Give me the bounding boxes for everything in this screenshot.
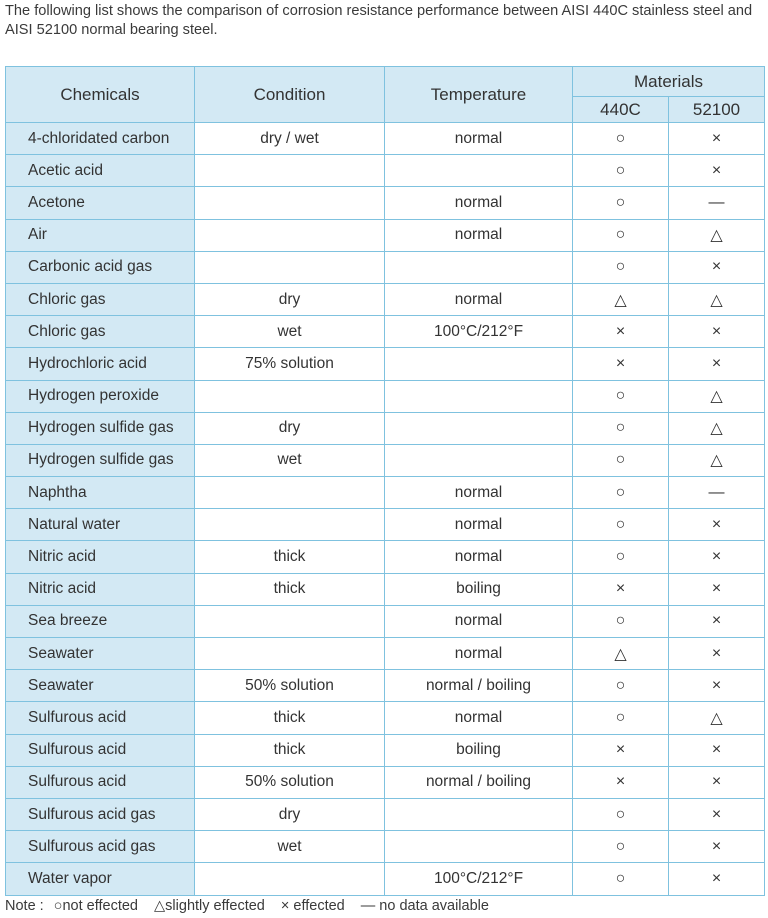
condition-cell: 50% solution	[195, 670, 385, 702]
temperature-cell: boiling	[385, 734, 573, 766]
table-row	[6, 509, 765, 541]
chemical-cell: Hydrogen sulfide gas	[6, 412, 195, 444]
condition-cell	[195, 638, 385, 670]
condition-cell	[195, 605, 385, 637]
table-row	[6, 605, 765, 637]
condition-cell: dry	[195, 283, 385, 315]
rating-440c-cell: ○	[573, 412, 669, 444]
temperature-cell: normal	[385, 605, 573, 637]
table-row	[6, 638, 765, 670]
rating-440c-cell: ○	[573, 219, 669, 251]
rating-440c-cell: ○	[573, 702, 669, 734]
rating-52100-cell: △	[669, 283, 765, 315]
condition-cell: dry	[195, 412, 385, 444]
table-row	[6, 348, 765, 380]
rating-440c-cell: △	[573, 638, 669, 670]
condition-cell: wet	[195, 444, 385, 476]
table-row	[6, 766, 765, 798]
chemical-cell: Nitric acid	[6, 573, 195, 605]
rating-52100-cell: ×	[669, 831, 765, 863]
temperature-cell: normal	[385, 187, 573, 219]
chemical-cell: Seawater	[6, 638, 195, 670]
chemical-cell: 4-chloridated carbon	[6, 123, 195, 155]
temperature-cell	[385, 412, 573, 444]
condition-cell: wet	[195, 831, 385, 863]
table-row	[6, 798, 765, 830]
condition-cell	[195, 187, 385, 219]
chemical-cell: Carbonic acid gas	[6, 251, 195, 283]
condition-cell: 75% solution	[195, 348, 385, 380]
condition-cell: thick	[195, 702, 385, 734]
legend-not-effected: ○not effected	[53, 898, 138, 914]
temperature-cell: normal / boiling	[385, 670, 573, 702]
temperature-cell	[385, 798, 573, 830]
rating-52100-cell: —	[669, 477, 765, 509]
rating-440c-cell: ○	[573, 605, 669, 637]
header-materials: Materials	[573, 67, 765, 97]
chemical-cell: Sulfurous acid gas	[6, 798, 195, 830]
table-row	[6, 123, 765, 155]
table-row	[6, 831, 765, 863]
header-440c: 440C	[573, 97, 669, 123]
temperature-cell: 100°C/212°F	[385, 316, 573, 348]
condition-cell: dry	[195, 798, 385, 830]
table-row	[6, 702, 765, 734]
chemical-cell: Sulfurous acid gas	[6, 831, 195, 863]
rating-52100-cell: ×	[669, 798, 765, 830]
rating-52100-cell: —	[669, 187, 765, 219]
condition-cell	[195, 380, 385, 412]
condition-cell	[195, 863, 385, 895]
rating-440c-cell: ○	[573, 477, 669, 509]
chemical-cell: Acetic acid	[6, 155, 195, 187]
chemical-cell: Sulfurous acid	[6, 766, 195, 798]
rating-52100-cell: ×	[669, 541, 765, 573]
table-row	[6, 670, 765, 702]
rating-52100-cell: ×	[669, 670, 765, 702]
rating-440c-cell: ×	[573, 573, 669, 605]
condition-cell	[195, 251, 385, 283]
chemical-cell: Nitric acid	[6, 541, 195, 573]
chemical-cell: Naphtha	[6, 477, 195, 509]
table-row	[6, 444, 765, 476]
table-body	[6, 123, 765, 896]
rating-440c-cell: ○	[573, 155, 669, 187]
rating-440c-cell: ○	[573, 831, 669, 863]
table-row	[6, 380, 765, 412]
table-row	[6, 412, 765, 444]
table-row	[6, 541, 765, 573]
rating-440c-cell: ×	[573, 734, 669, 766]
temperature-cell: 100°C/212°F	[385, 863, 573, 895]
rating-52100-cell: ×	[669, 316, 765, 348]
rating-52100-cell: △	[669, 444, 765, 476]
legend-slightly-effected: △slightly effected	[154, 898, 265, 914]
chemical-cell: Hydrochloric acid	[6, 348, 195, 380]
legend-note	[5, 896, 765, 916]
chemical-cell: Chloric gas	[6, 283, 195, 315]
header-condition: Condition	[195, 67, 385, 123]
note-label: Note :	[5, 898, 44, 914]
temperature-cell: normal	[385, 283, 573, 315]
temperature-cell: normal	[385, 219, 573, 251]
table-row	[6, 283, 765, 315]
rating-52100-cell: ×	[669, 509, 765, 541]
header-temperature: Temperature	[385, 67, 573, 123]
temperature-cell: boiling	[385, 573, 573, 605]
rating-440c-cell: ○	[573, 798, 669, 830]
rating-52100-cell: ×	[669, 863, 765, 895]
table-row	[6, 477, 765, 509]
rating-52100-cell: △	[669, 412, 765, 444]
condition-cell	[195, 155, 385, 187]
condition-cell: thick	[195, 541, 385, 573]
rating-440c-cell: ○	[573, 509, 669, 541]
temperature-cell	[385, 251, 573, 283]
rating-440c-cell: ×	[573, 348, 669, 380]
chemical-cell: Sea breeze	[6, 605, 195, 637]
chemical-cell: Seawater	[6, 670, 195, 702]
rating-440c-cell: ○	[573, 541, 669, 573]
table-row	[6, 863, 765, 895]
chemical-cell: Sulfurous acid	[6, 702, 195, 734]
table-header	[6, 67, 765, 123]
temperature-cell	[385, 831, 573, 863]
temperature-cell: normal	[385, 477, 573, 509]
intro-text: The following list shows the comparison of corrosion resistance performance between AISI 440C stainless steel and AISI 52100 normal bearing steel.	[5, 3, 753, 38]
legend-no-data: — no data available	[360, 898, 489, 914]
temperature-cell	[385, 444, 573, 476]
chemical-cell: Acetone	[6, 187, 195, 219]
rating-52100-cell: ×	[669, 605, 765, 637]
temperature-cell	[385, 348, 573, 380]
corrosion-table-container	[5, 66, 764, 896]
rating-440c-cell: ○	[573, 444, 669, 476]
rating-440c-cell: ○	[573, 187, 669, 219]
rating-52100-cell: △	[669, 702, 765, 734]
rating-52100-cell: △	[669, 380, 765, 412]
rating-52100-cell: ×	[669, 155, 765, 187]
rating-52100-cell: ×	[669, 251, 765, 283]
chemical-cell: Sulfurous acid	[6, 734, 195, 766]
temperature-cell	[385, 155, 573, 187]
rating-440c-cell: ○	[573, 251, 669, 283]
temperature-cell: normal	[385, 123, 573, 155]
rating-440c-cell: ○	[573, 863, 669, 895]
temperature-cell: normal	[385, 638, 573, 670]
condition-cell: thick	[195, 573, 385, 605]
rating-52100-cell: ×	[669, 638, 765, 670]
chemical-cell: Hydrogen sulfide gas	[6, 444, 195, 476]
header-chemicals: Chemicals	[6, 67, 195, 123]
chemical-cell: Water vapor	[6, 863, 195, 895]
temperature-cell: normal	[385, 509, 573, 541]
rating-52100-cell: ×	[669, 734, 765, 766]
legend-effected: × effected	[280, 898, 345, 914]
chemical-cell: Chloric gas	[6, 316, 195, 348]
condition-cell: thick	[195, 734, 385, 766]
condition-cell	[195, 219, 385, 251]
corrosion-resistance-table	[5, 66, 765, 896]
temperature-cell: normal	[385, 541, 573, 573]
rating-440c-cell: ×	[573, 316, 669, 348]
rating-440c-cell: ○	[573, 123, 669, 155]
temperature-cell: normal	[385, 702, 573, 734]
table-row	[6, 573, 765, 605]
rating-440c-cell: △	[573, 283, 669, 315]
rating-52100-cell: ×	[669, 123, 765, 155]
rating-52100-cell: ×	[669, 573, 765, 605]
table-row	[6, 316, 765, 348]
rating-52100-cell: △	[669, 219, 765, 251]
condition-cell	[195, 477, 385, 509]
condition-cell	[195, 509, 385, 541]
rating-52100-cell: ×	[669, 348, 765, 380]
temperature-cell	[385, 380, 573, 412]
rating-440c-cell: ○	[573, 670, 669, 702]
header-52100: 52100	[669, 97, 765, 123]
rating-440c-cell: ×	[573, 766, 669, 798]
chemical-cell: Air	[6, 219, 195, 251]
table-row	[6, 187, 765, 219]
table-row	[6, 219, 765, 251]
condition-cell: wet	[195, 316, 385, 348]
rating-440c-cell: ○	[573, 380, 669, 412]
table-row	[6, 251, 765, 283]
chemical-cell: Natural water	[6, 509, 195, 541]
condition-cell: dry / wet	[195, 123, 385, 155]
condition-cell: 50% solution	[195, 766, 385, 798]
temperature-cell: normal / boiling	[385, 766, 573, 798]
chemical-cell: Hydrogen peroxide	[6, 380, 195, 412]
table-row	[6, 734, 765, 766]
table-row	[6, 155, 765, 187]
rating-52100-cell: ×	[669, 766, 765, 798]
